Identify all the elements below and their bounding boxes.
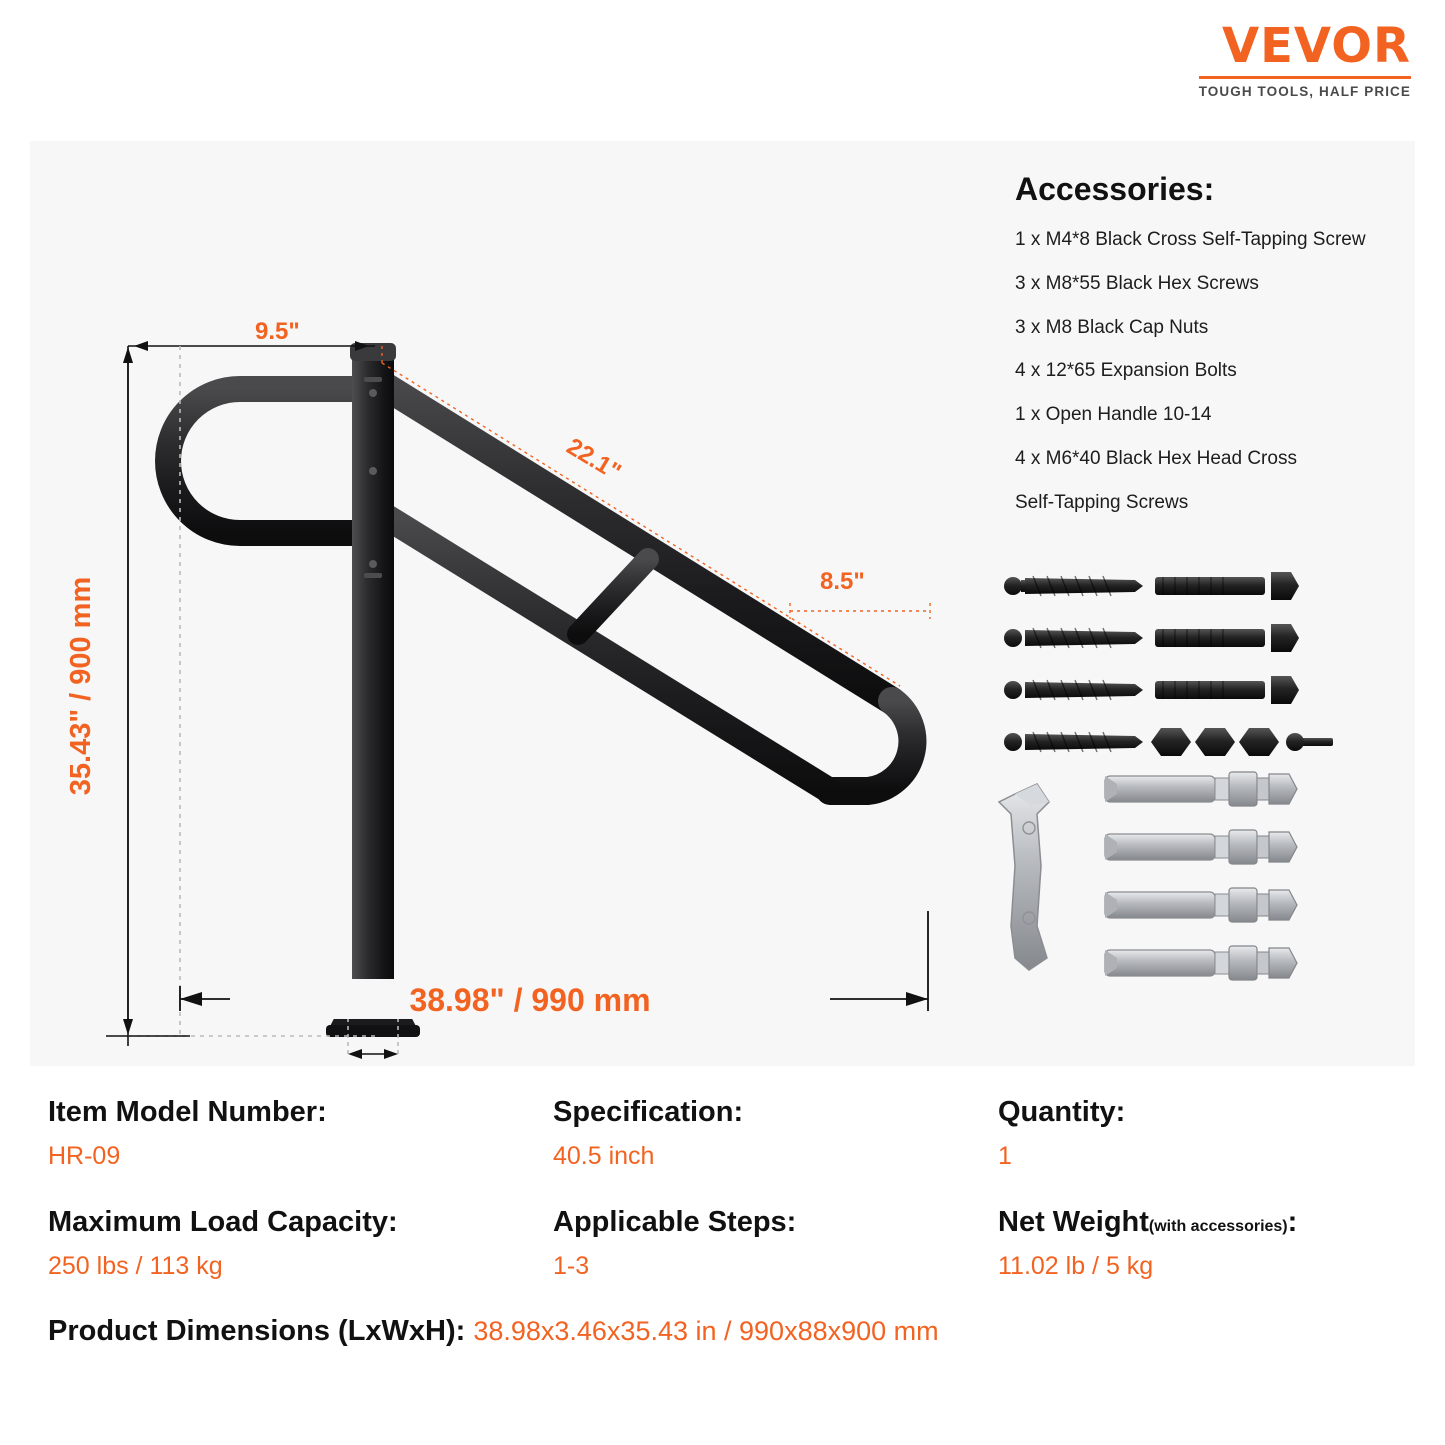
spec-label: Applicable Steps (553, 1205, 787, 1238)
spec-value: 1 (998, 1141, 1012, 1170)
handrail-drawing (30, 141, 990, 1066)
product-dimensions-value: 38.98x3.46x35.43 in / 990x88x900 mm (473, 1315, 939, 1346)
accessory-item: Self-Tapping Screws (1015, 491, 1189, 513)
accessory-item: 4 x M6*40 Black Hex Head Cross (1015, 447, 1297, 469)
spec-label-sub: (with accessories) (1148, 1217, 1288, 1235)
hex-screw-icon (1155, 572, 1299, 704)
dim-overall-length: 38.98" / 990 mm (409, 982, 651, 1018)
expansion-bolt-icon (1105, 772, 1297, 980)
spec-label: Net Weight (998, 1205, 1149, 1238)
spec-colon: : (317, 1096, 327, 1128)
spec-quantity (998, 1095, 1378, 1171)
spec-value: 1-3 (553, 1251, 590, 1280)
spec-table (48, 1095, 1398, 1348)
spec-value: 11.02 lb / 5 kg (998, 1251, 1154, 1280)
product-dimensions-label: Product Dimensions (LxWxH): (48, 1314, 466, 1347)
accessory-item: 3 x M8 Black Cap Nuts (1015, 316, 1209, 338)
spec-value: 250 lbs / 113 kg (48, 1251, 223, 1280)
diagram-panel (30, 141, 1415, 1066)
open-wrench-icon (999, 784, 1049, 970)
spec-product-dimensions (48, 1315, 1398, 1348)
spec-colon: : (1287, 1205, 1298, 1238)
accessory-item: 4 x 12*65 Expansion Bolts (1015, 360, 1237, 382)
spec-label: Maximum Load Capacity (48, 1205, 389, 1238)
spec-item-model-number (48, 1095, 553, 1171)
spec-label: Specification (553, 1096, 734, 1128)
accessories-section (1015, 171, 1415, 534)
spec-colon: : (388, 1205, 398, 1238)
accessory-item: 1 x M4*8 Black Cross Self-Tapping Screw (1015, 229, 1366, 250)
self-tapping-screw-icon (1004, 576, 1143, 752)
spec-max-load-capacity (48, 1205, 553, 1281)
spec-colon: : (733, 1096, 744, 1128)
hardware-illustration (985, 566, 1405, 1021)
spec-colon: : (786, 1205, 797, 1238)
handrail-body (168, 343, 912, 1037)
spec-label: Quantity (998, 1096, 1116, 1128)
spec-value: 40.5 inch (553, 1141, 655, 1170)
brand-name: VEVOR (1221, 18, 1411, 74)
spec-applicable-steps (553, 1205, 998, 1281)
accessory-item: 1 x Open Handle 10-14 (1015, 404, 1212, 425)
cap-nut-icon (1151, 728, 1333, 756)
dim-rail-end: 8.5" (820, 568, 865, 595)
spec-label: Item Model Number (48, 1096, 318, 1128)
accessories-title: Accessories: (1015, 171, 1215, 207)
spec-value: HR-09 (48, 1141, 121, 1170)
dim-height: 35.43" / 900 mm (65, 576, 97, 796)
dim-top-width: 9.5" (255, 318, 300, 345)
spec-colon: : (1115, 1096, 1126, 1128)
spec-specification (553, 1095, 998, 1171)
spec-net-weight (998, 1205, 1378, 1281)
spec-row (48, 1205, 1398, 1281)
brand-tagline: TOUGH TOOLS, HALF PRICE (1198, 84, 1411, 99)
brand-divider (1199, 76, 1411, 79)
accessory-item: 3 x M8*55 Black Hex Screws (1015, 272, 1259, 294)
dim-rail-length: 22.1" (561, 432, 626, 487)
spec-row (48, 1095, 1398, 1171)
brand-logo (1198, 18, 1411, 99)
